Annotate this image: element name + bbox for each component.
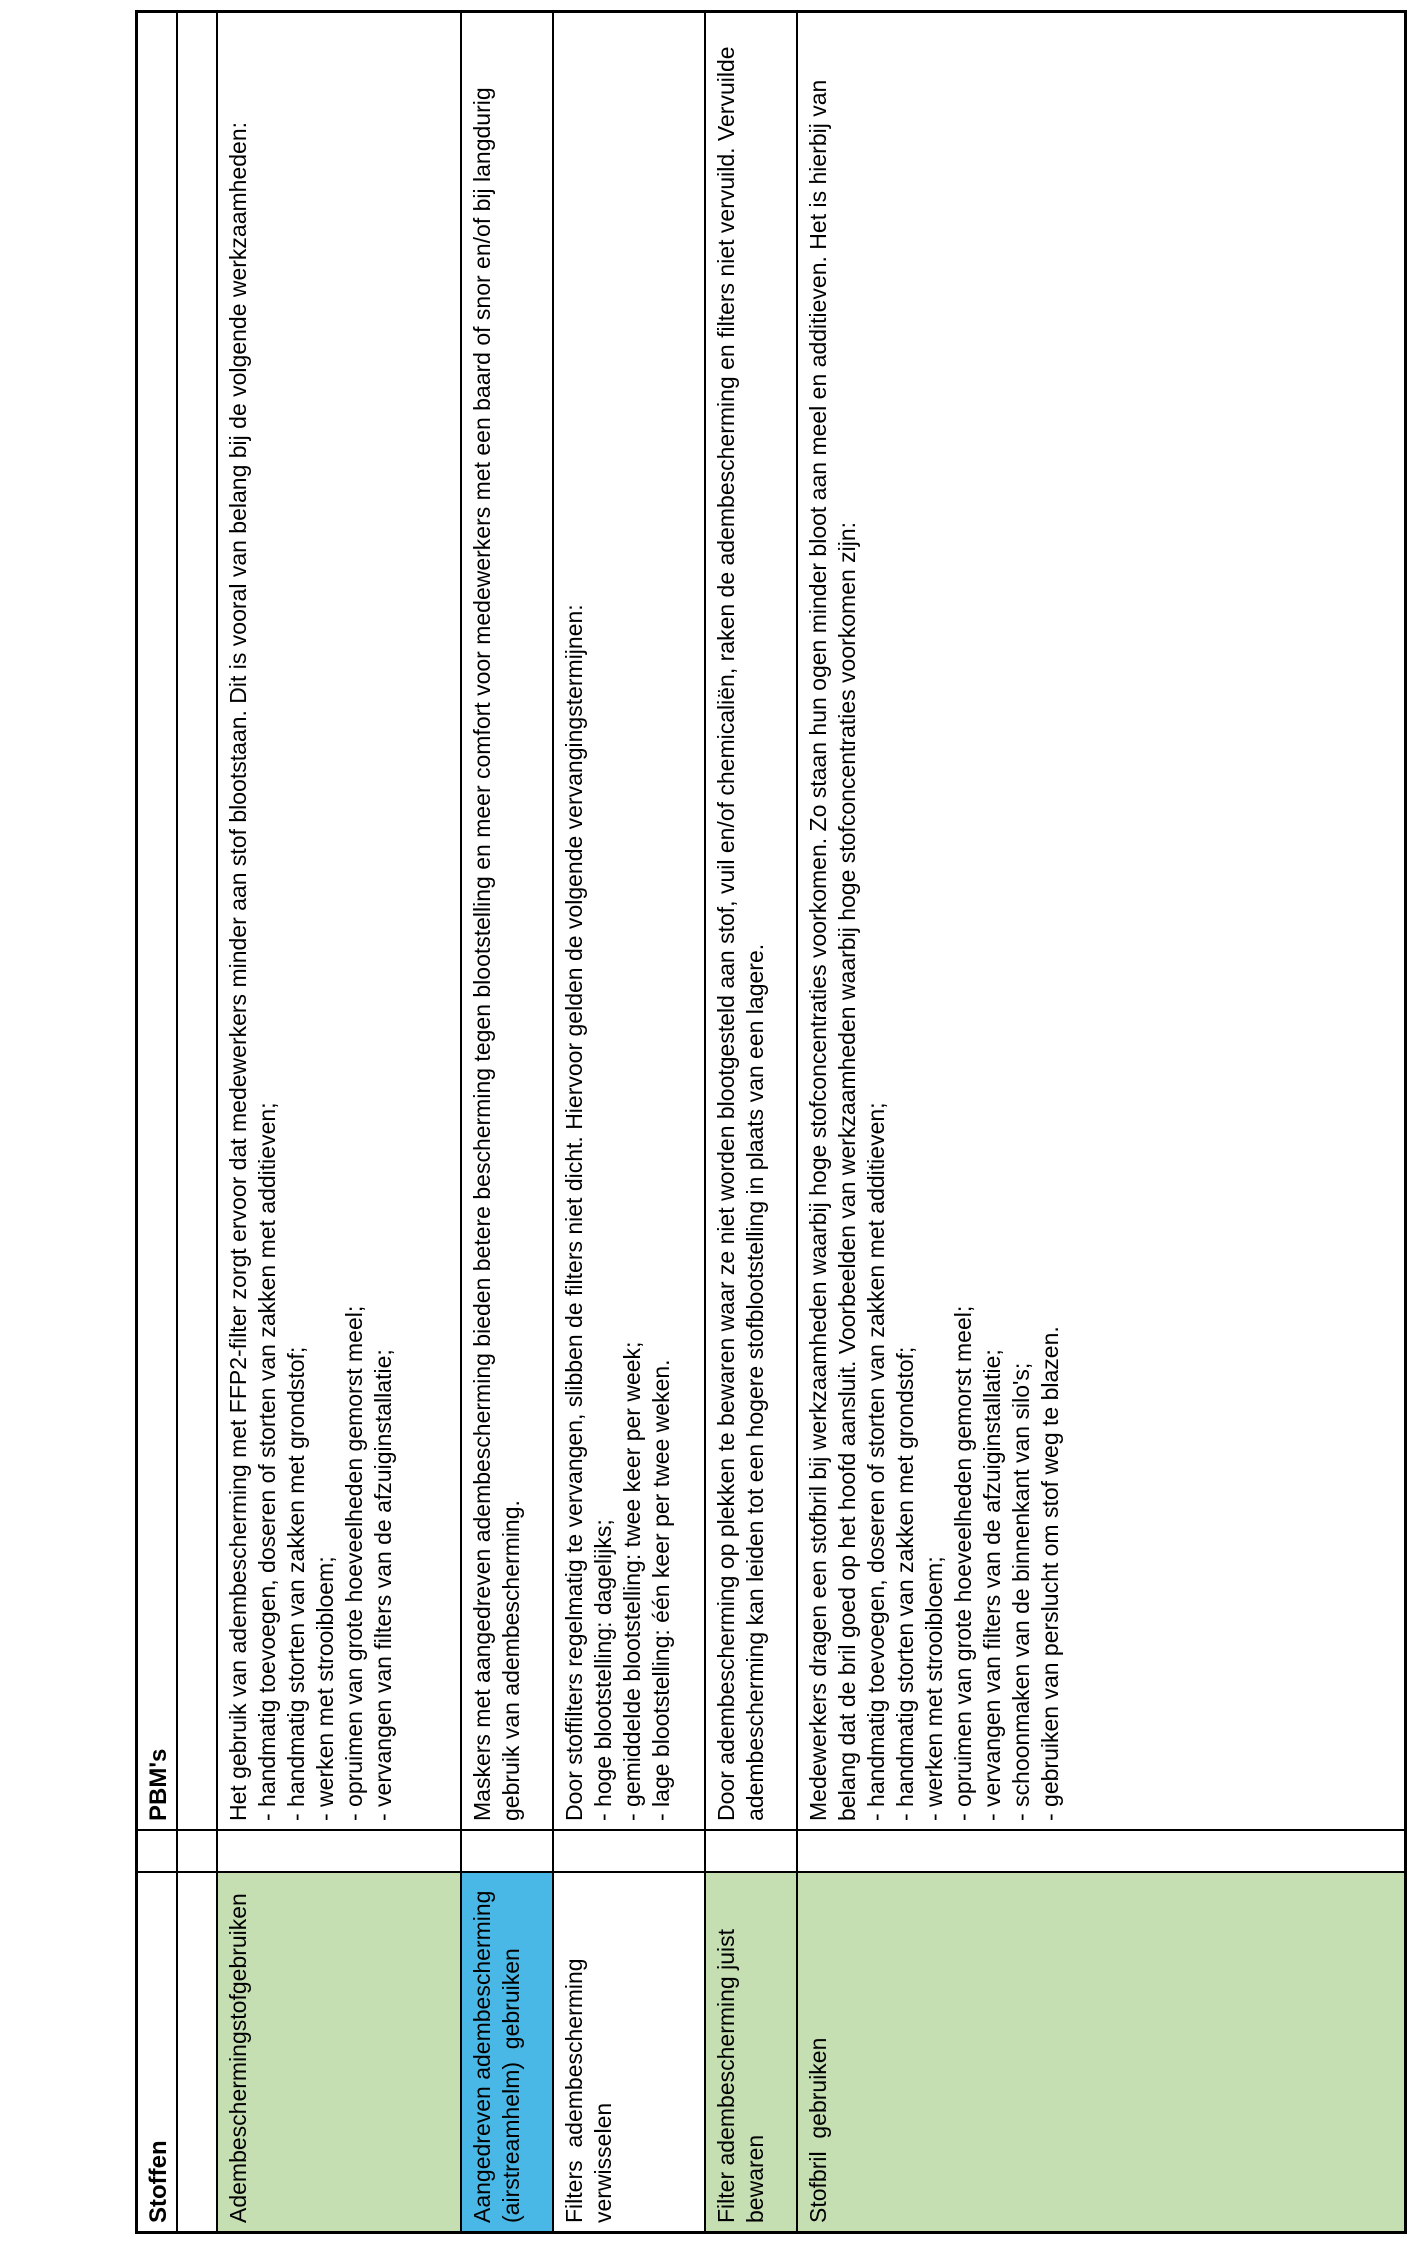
row-text: Maskers met aangedreven adembescherming bieden betere bescherming tegen blootstelling en meer comfort voor medewerkers met een baard of snor en/of bij langdurig gebruik van adembescherming.	[462, 13, 552, 1829]
header-pbms: PBM's	[138, 13, 176, 1829]
row-blank	[554, 1829, 704, 1871]
blank-row	[178, 13, 218, 2231]
row-blank	[706, 1829, 796, 1871]
row-text: Medewerkers dragen een stofbril bij werkzaamheden waarbij hoge stofconcentraties voorkomen. Zo staan hun ogen minder bloot aan meel en additieven. Het is hierbij van belang dat de bril goed op het hoofd aansluit. Voorbeelden van werkzaamheden waarbij hoge stofconcentraties voorkomen zijn: - handmatig toevoegen, doseren of storten van zakken met additieven; - handmatig storten van zakken met grondstof; - werken met strooibloem; - opruimen van grote hoeveelheden gemorst meel; - vervangen van filters van de afzuiginstallatie; - schoonmaken van de binnenkant van silo's; - gebruiken van perslucht om stof weg te blazen.	[798, 13, 1404, 1829]
blank-cell	[178, 1829, 216, 1871]
row-title: Filters adembescherming verwisselen	[554, 1871, 704, 2231]
row-title: Stofbril gebruiken	[798, 1871, 1404, 2231]
table-frame	[135, 10, 1407, 2234]
table-row	[798, 13, 1404, 2231]
table-row	[218, 13, 462, 2231]
blank-cell	[178, 13, 216, 1829]
row-title: Aangedreven adembescherming (airstreamhelm) gebruiken	[462, 1871, 552, 2231]
table-row	[554, 13, 706, 2231]
row-blank	[462, 1829, 552, 1871]
row-blank	[798, 1829, 1404, 1871]
row-text: Door adembescherming op plekken te bewaren waar ze niet worden blootgesteld aan stof, vuil en/of chemicaliën, raken de adembescherming en filters niet vervuild. Vervuilde adembescherming kan leiden tot een hogere stofblootstelling in plaats van een lagere.	[706, 13, 796, 1829]
row-text: Het gebruik van adembescherming met FFP2-filter zorgt ervoor dat medewerkers minder aan stof blootstaan. Dit is vooral van belang bij de volgende werkzaamheden: - handmatig toevoegen, doseren of storten van zakken met additieven; - handmatig storten van zakken met grondstof; - werken met strooibloem; - opruimen van grote hoeveelheden gemorst meel; - vervangen van filters van de afzuiginstallatie;	[218, 13, 460, 1829]
header-blank	[138, 1829, 176, 1871]
row-title: Filter adembescherming juist bewaren	[706, 1871, 796, 2231]
header-stoffen: Stoffen	[138, 1871, 176, 2231]
row-blank	[218, 1829, 460, 1871]
table-row	[462, 13, 554, 2231]
header-row	[138, 13, 178, 2231]
table-row	[706, 13, 798, 2231]
blank-cell	[178, 1871, 216, 2231]
row-text: Door stoffilters regelmatig te vervangen, slibben de filters niet dicht. Hiervoor gelden de volgende vervangingstermijnen: - hoge blootstelling: dagelijks; - gemiddelde blootstelling: twee keer per week; - lage blootstelling: één keer per twee weken.	[554, 13, 704, 1829]
row-title: Adembeschermingstofgebruiken	[218, 1871, 460, 2231]
